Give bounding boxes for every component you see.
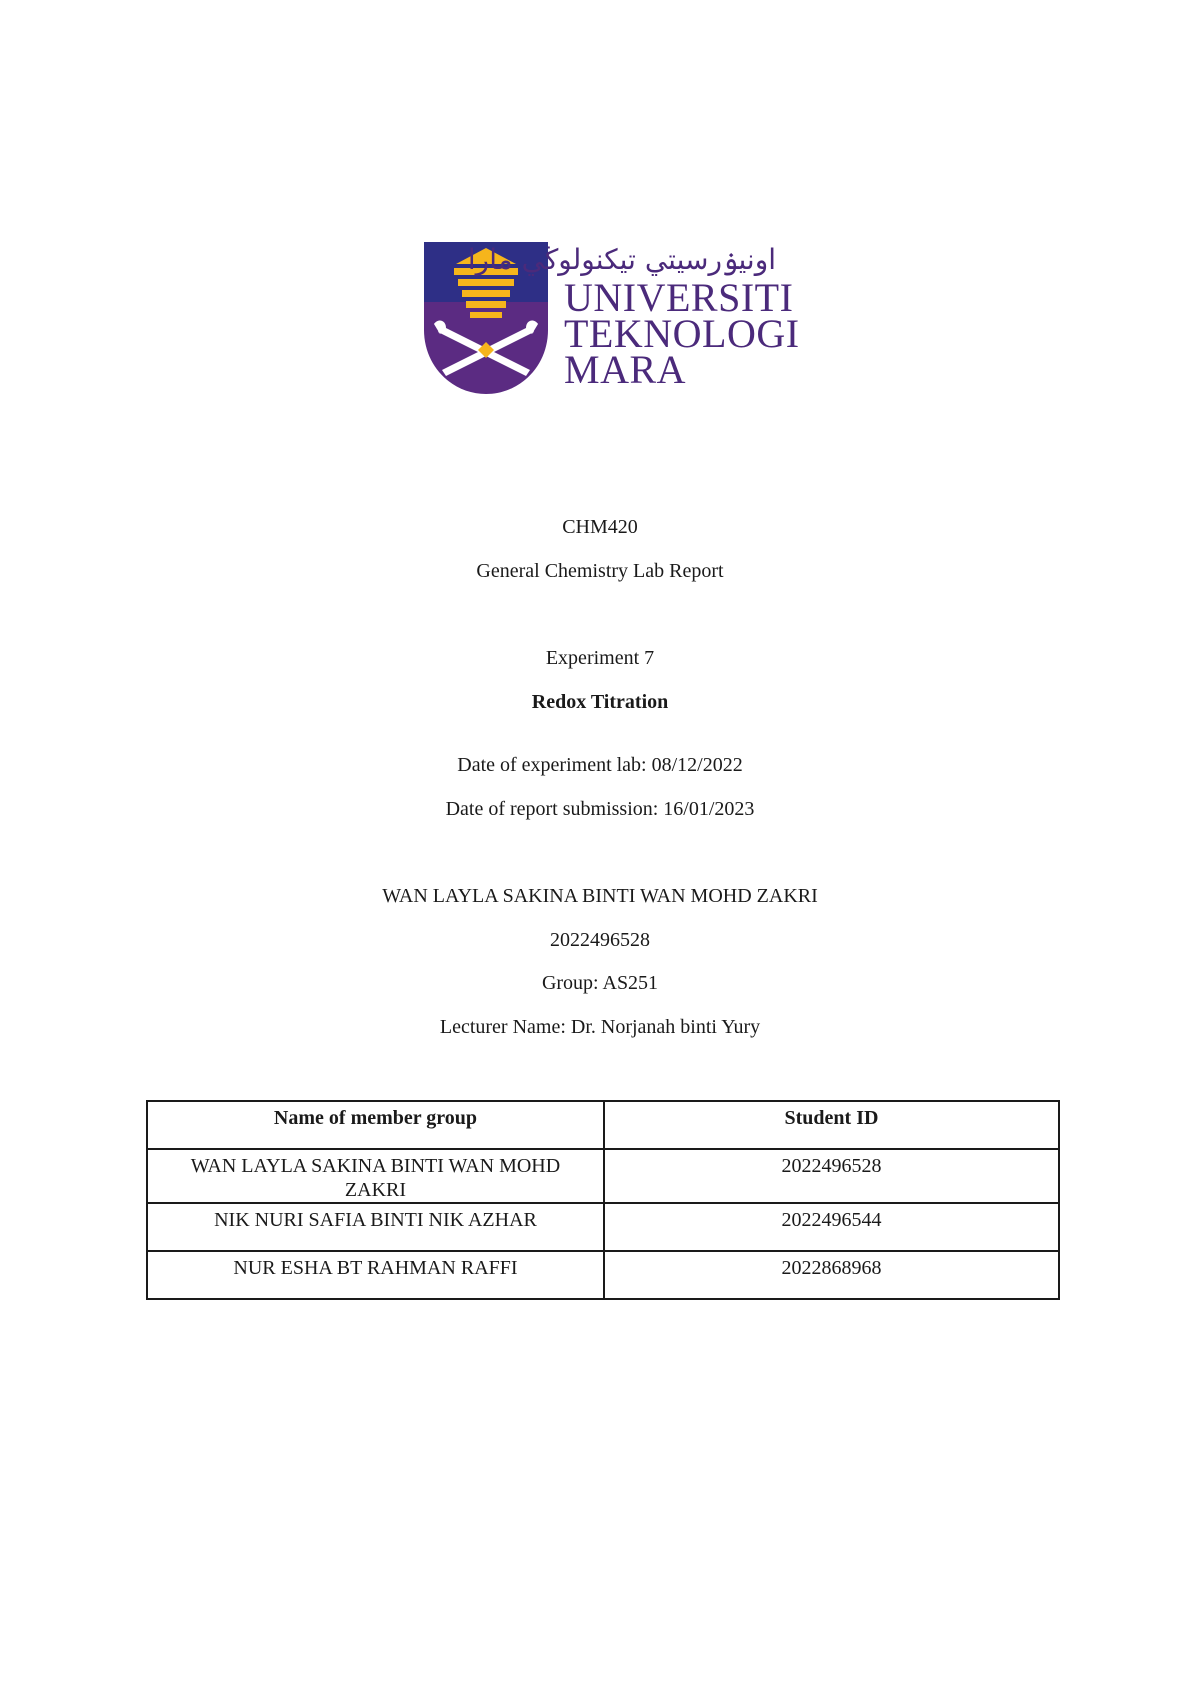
member-id: 2022496544	[604, 1203, 1059, 1251]
logo-arabic-text: اونيۏرسيتي تيکنولوڬي مارا	[467, 243, 776, 276]
logo-word-universiti: UNIVERSITI	[564, 275, 794, 320]
date-of-submission: Date of report submission: 16/01/2023	[445, 798, 755, 820]
logo-word-teknologi: TEKNOLOGI	[564, 311, 800, 356]
report-type: General Chemistry Lab Report	[476, 560, 724, 582]
table-row	[147, 1203, 1059, 1251]
member-id: 2022496528	[604, 1149, 1059, 1203]
member-name: WAN LAYLA SAKINA BINTI WAN MOHD ZAKRI	[147, 1149, 604, 1203]
university-logo	[424, 242, 800, 394]
header-student-id: Student ID	[604, 1101, 1059, 1149]
member-name: NIK NURI SAFIA BINTI NIK AZHAR	[147, 1203, 604, 1251]
logo-wordmark	[564, 275, 800, 392]
member-name: NUR ESHA BT RAHMAN RAFFI	[147, 1251, 604, 1299]
header-name: Name of member group	[147, 1101, 604, 1149]
table-header-row	[147, 1101, 1059, 1149]
members-table	[146, 1100, 1060, 1300]
logo-word-mara: MARA	[564, 347, 687, 392]
experiment-title: Redox Titration	[531, 691, 669, 713]
student-name: WAN LAYLA SAKINA BINTI WAN MOHD ZAKRI	[382, 885, 818, 907]
course-code: CHM420	[562, 516, 638, 538]
experiment-number: Experiment 7	[545, 647, 655, 669]
table-row	[147, 1251, 1059, 1299]
table-row	[147, 1149, 1059, 1203]
lecturer-name: Lecturer Name: Dr. Norjanah binti Yury	[439, 1016, 761, 1038]
date-of-experiment: Date of experiment lab: 08/12/2022	[457, 754, 743, 776]
student-id: 2022496528	[550, 929, 650, 951]
member-id: 2022868968	[604, 1251, 1059, 1299]
group-label: Group: AS251	[541, 972, 659, 994]
